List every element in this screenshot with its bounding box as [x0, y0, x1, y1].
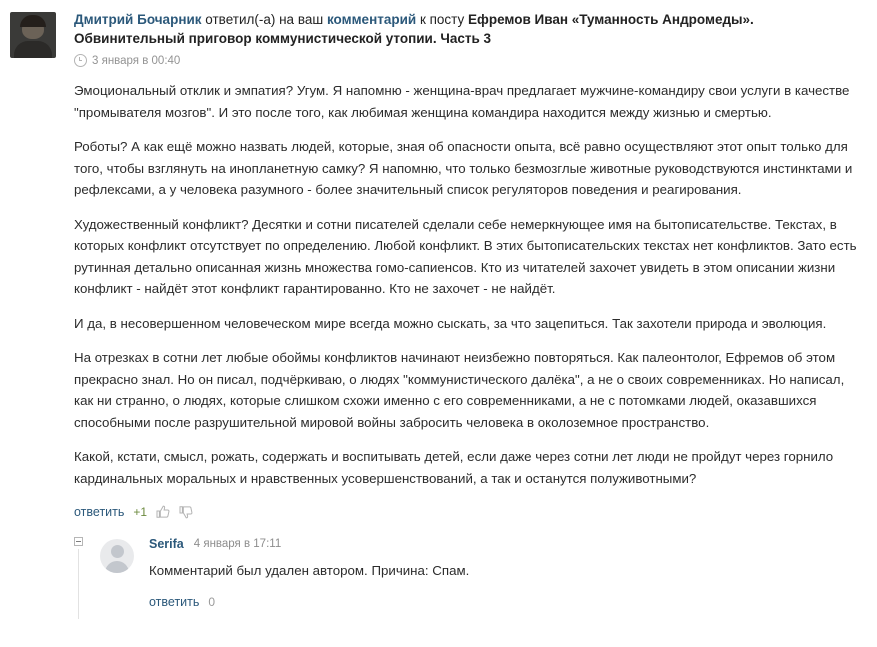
- comment-date-row: [74, 54, 867, 67]
- reply-header: [149, 537, 867, 551]
- comment-author-link[interactable]: Дмитрий Бочарник: [74, 12, 202, 27]
- reply-date: 4 января в 17:11: [193, 538, 282, 550]
- comment-paragraph: Какой, кстати, смысл, рожать, содержать и воспитывать детей, если даже через сотни лет люди не пройдут через горнило кардинальных моральных и нравственных усовершенствований, а так и останутся полуживотными?: [74, 449, 834, 486]
- reply-avatar[interactable]: [100, 539, 134, 573]
- comment-reference-link[interactable]: комментарий: [326, 12, 417, 27]
- thread-line: [78, 549, 79, 619]
- reply-actions: [149, 595, 867, 609]
- reply-avatar-wrap: [100, 537, 136, 573]
- reply-button[interactable]: ответить: [149, 595, 200, 609]
- post-title: Ефремов Иван «Туманность Андромеды». Обвинительный приговор коммунистической утопии. Часть 3: [74, 12, 754, 46]
- reply-text: Комментарий был удален автором. Причина: Спам.: [149, 563, 470, 578]
- clock-icon: [74, 54, 87, 67]
- comment-paragraph: На отрезках в сотни лет любые обоймы конфликтов начинают неизбежно повторяться. Как палеонтолог, Ефремов об этом прекрасно знал. Но он писал, подчёркиваю, о людях "коммунистического далёка", а не о своих современниках. Но написал, как ни странно, о людях, которые слишком схожи именно с его современниками, а не с потомками людей, оказавшихся способными после разрушительной мировой войны забросить человека в околоземное пространство.: [74, 350, 845, 430]
- thumbs-up-icon[interactable]: [156, 505, 170, 519]
- reply-item: [100, 537, 867, 609]
- score-value: 0: [208, 595, 216, 609]
- reply-button[interactable]: ответить: [74, 505, 125, 519]
- comment-body: [58, 10, 867, 609]
- headline-action-text: ответил(-а) на ваш: [201, 12, 327, 27]
- reply-author-link[interactable]: Serifa: [149, 537, 184, 551]
- score-value: +1: [133, 505, 148, 519]
- comment-paragraph: Эмоциональный отклик и эмпатия? Угум. Я напомню - женщина-врач предлагает мужчине-командиру свои услуги в качестве "промывателя мозгов". И это после того, как любимая женщина командира находится между жизнью и смертью.: [74, 83, 850, 120]
- reply-thread: [74, 537, 867, 609]
- collapse-thread-toggle[interactable]: [74, 537, 83, 546]
- comment-paragraph: Художественный конфликт? Десятки и сотни писателей сделали себе немеркнующее имя на бытописательстве. Текстах, в которых конфликт отсутствует по определению. Любой конфликт. В этих бытописательских текстах нет конфликтов. Зато есть рутинная детально описанная жизнь множества гомо-сапиенсов. Кто из читателей захочет увидеть в этом описании жизни конфликт - найдёт этот конфликт гарантированно. Кто не захочет - не найдёт.: [74, 216, 857, 296]
- comment-date: 3 января в 00:40: [92, 54, 181, 67]
- reply-body: [136, 537, 867, 609]
- comment-paragraph: Роботы? А как ещё можно назвать людей, которые, зная об опасности опыта, всё равно осуществляют этот опыт только для того, чтобы взглянуть на инопланетную самку? Я напомню, что только безмозглые животные руководствуются инстинктами и рефлексами, а у человека разумного - более значительный список регуляторов поведения и реагирования.: [74, 139, 853, 197]
- headline-to-text: к посту: [416, 12, 468, 27]
- comment-actions: [74, 505, 867, 519]
- comment-paragraph: И да, в несовершенном человеческом мире всегда можно сыскать, за что зацепиться. Так захотели природа и эволюция.: [74, 315, 827, 331]
- avatar[interactable]: [10, 12, 56, 58]
- thumbs-down-icon[interactable]: [179, 505, 193, 519]
- notification-headline: [74, 10, 867, 48]
- comment-root: [10, 10, 867, 609]
- avatar-wrap: [10, 10, 58, 58]
